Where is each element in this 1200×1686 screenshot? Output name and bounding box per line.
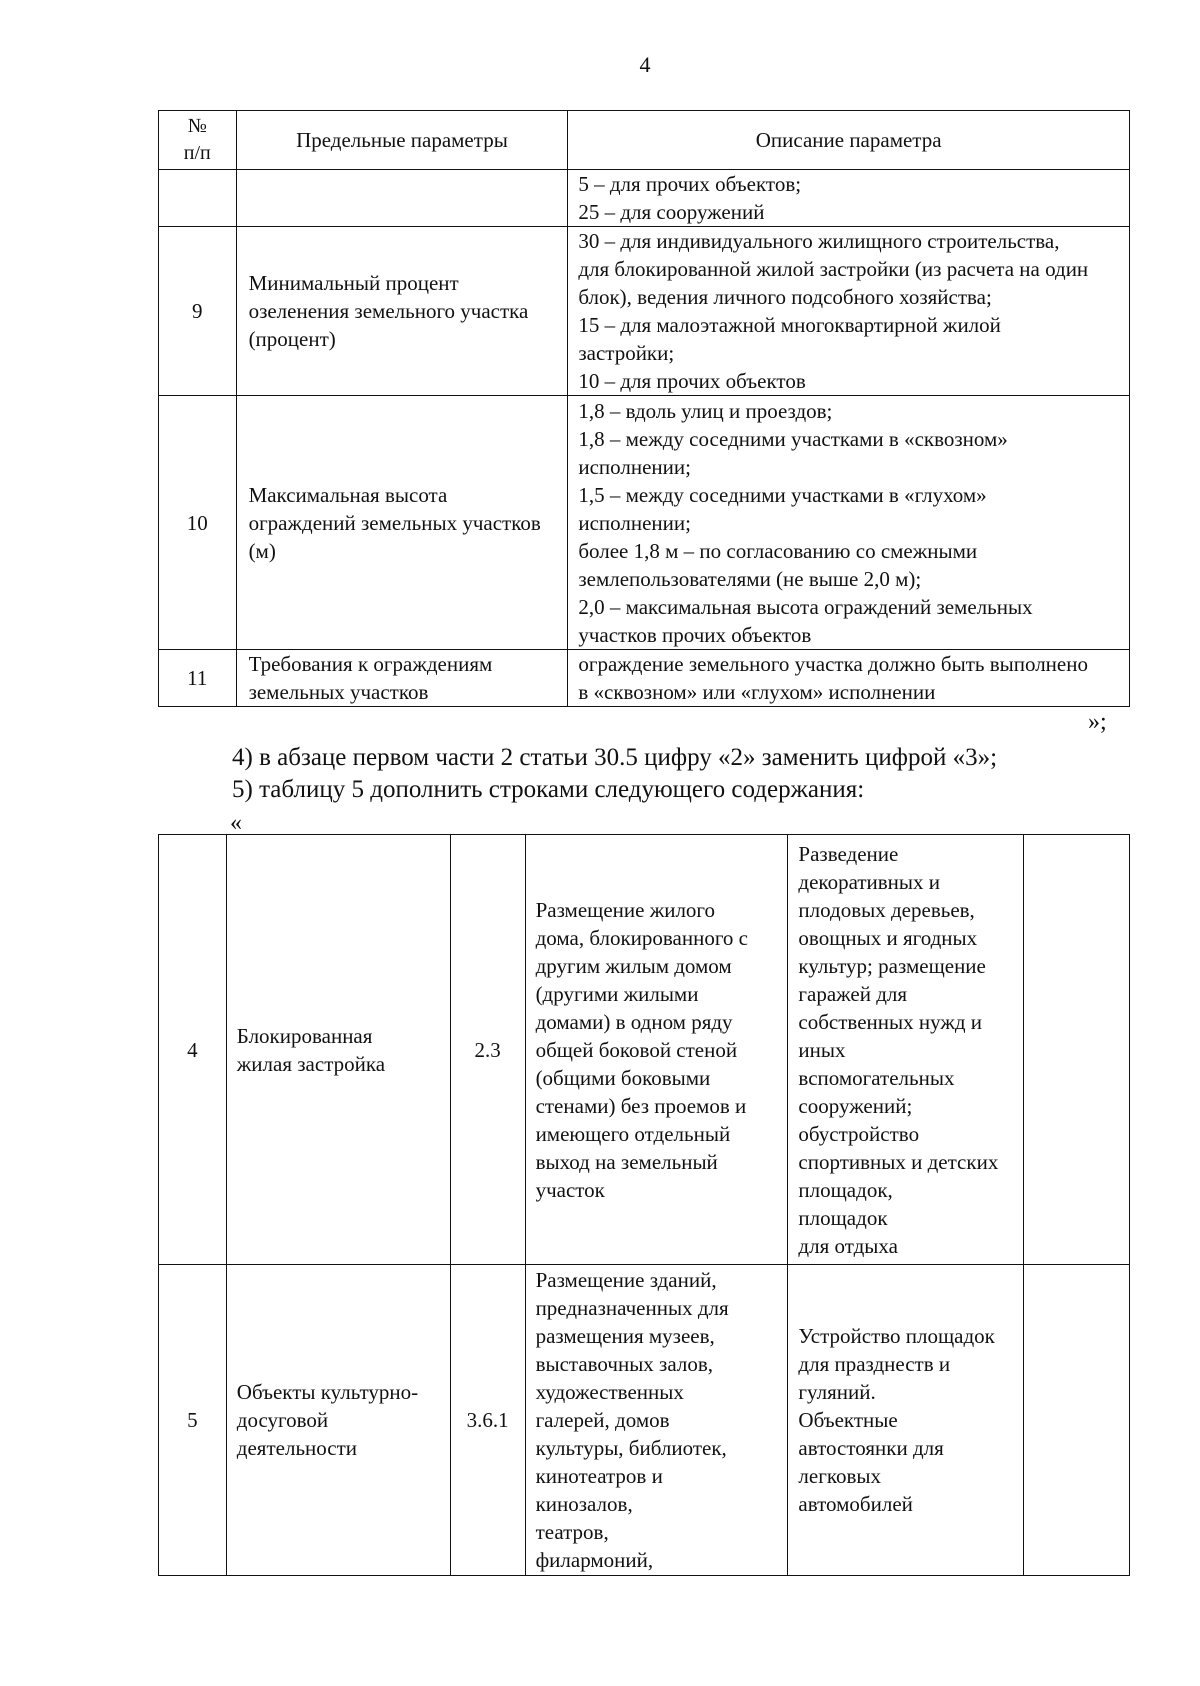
auxiliary-use-line: для отдыха	[798, 1233, 898, 1258]
row-auxiliary-use	[788, 835, 1024, 1265]
auxiliary-use-line: сооружений;	[798, 1093, 913, 1118]
table-row	[159, 1265, 1130, 1576]
auxiliary-use-line: площадок	[798, 1205, 888, 1230]
header-number-line: п/п	[183, 142, 211, 164]
table-row	[159, 835, 1130, 1265]
amendment-paragraph: 4) в абзаце первом части 2 статьи 30.5 цифру «2» заменить цифрой «3»;	[232, 744, 998, 771]
auxiliary-use-line: собственных нужд и	[798, 1009, 983, 1034]
row-description	[568, 227, 1130, 396]
description-line: 5 – для прочих объектов;	[578, 172, 802, 196]
use-description-line: культуры, библиотек,	[535, 1436, 727, 1460]
description-line: 25 – для сооружений	[578, 200, 765, 224]
description-line: 10 – для прочих объектов	[578, 369, 806, 393]
use-description-line: филармоний,	[535, 1548, 654, 1572]
header-number	[159, 111, 237, 170]
use-description-line: имеющего отдельный	[535, 1121, 731, 1146]
row-number: 4	[159, 835, 227, 1265]
auxiliary-use-line: легковых	[798, 1464, 881, 1488]
description-line: 30 – для индивидуального жилищного строительства,	[578, 229, 1060, 253]
use-description-line: предназначенных для	[535, 1296, 729, 1320]
parameter-line: (м)	[248, 538, 276, 563]
auxiliary-use-line: площадок,	[798, 1177, 893, 1202]
row-number	[159, 170, 237, 227]
amendment-paragraph: 5) таблицу 5 дополнить строками следующего содержания:	[232, 776, 865, 803]
description-line: 2,0 – максимальная высота ограждений земельных	[578, 594, 1033, 619]
row-description	[568, 170, 1130, 227]
closing-quote: »;	[1088, 709, 1107, 735]
table-header-row	[159, 111, 1130, 170]
description-line: ограждение земельного участка должно быть выполнено	[578, 652, 1088, 676]
auxiliary-use-line: плодовых деревьев,	[798, 897, 975, 922]
auxiliary-use-line: гуляний.	[798, 1380, 876, 1404]
description-line: 15 – для малоэтажной многоквартирной жилой	[578, 313, 1001, 337]
row-code: 3.6.1	[450, 1265, 525, 1576]
auxiliary-use-line: декоративных и	[798, 869, 941, 894]
row-use-type	[226, 1265, 450, 1576]
table-row	[159, 227, 1130, 396]
use-type-line: жилая застройка	[236, 1051, 386, 1076]
parameter-line: Минимальный процент	[248, 271, 459, 295]
description-line: в «сквозном» или «глухом» исполнении	[578, 680, 936, 704]
parameters-table	[158, 110, 1130, 707]
description-line: для блокированной жилой застройки (из расчета на один	[578, 257, 1089, 281]
opening-quote: «	[230, 810, 242, 836]
auxiliary-use-line: гаражей для	[798, 981, 908, 1006]
description-line: более 1,8 м – по согласованию со смежными	[578, 538, 978, 563]
parameter-line: земельных участков	[248, 680, 429, 704]
parameter-line: озеленения земельного участка	[248, 299, 529, 323]
auxiliary-use-line: автостоянки для	[798, 1436, 944, 1460]
auxiliary-use-line: овощных и ягодных	[798, 925, 978, 950]
header-description: Описание параметра	[568, 111, 1130, 170]
header-parameter: Предельные параметры	[236, 111, 568, 170]
row-description	[568, 396, 1130, 650]
description-line: 1,8 – между соседними участками в «сквозном»	[578, 426, 1008, 451]
description-line: участков прочих объектов	[578, 622, 812, 647]
use-description-line: домами) в одном ряду	[535, 1009, 733, 1034]
description-line: 1,8 – вдоль улиц и проездов;	[578, 398, 833, 423]
description-line: исполнении;	[578, 510, 691, 535]
page-number: 4	[639, 52, 651, 77]
use-description-line: стенами) без проемов и	[535, 1093, 747, 1118]
parameter-line: ограждений земельных участков	[248, 510, 541, 535]
table-row	[159, 650, 1130, 707]
row-extra	[1024, 835, 1130, 1265]
parameter-line: Требования к ограждениям	[248, 652, 493, 676]
row-description	[568, 650, 1130, 707]
row-auxiliary-use	[788, 1265, 1024, 1576]
use-description-line: участок	[535, 1177, 605, 1202]
use-description-line: выход на земельный	[535, 1149, 718, 1174]
parameter-line: (процент)	[248, 327, 336, 351]
row-use-description	[525, 835, 788, 1265]
row-parameter	[236, 396, 568, 650]
auxiliary-use-line: Объектные	[798, 1408, 898, 1432]
use-description-line: кинозалов,	[535, 1492, 633, 1516]
use-description-line: (другими жилыми	[535, 981, 699, 1006]
parameter-line: Максимальная высота	[248, 482, 448, 507]
row-use-type	[226, 835, 450, 1265]
use-type-line: досуговой	[236, 1408, 329, 1432]
use-description-line: кинотеатров и	[535, 1464, 663, 1488]
auxiliary-use-line: спортивных и детских	[798, 1149, 999, 1174]
use-description-line: выставочных залов,	[535, 1352, 713, 1376]
description-line: землепользователями (не выше 2,0 м);	[578, 566, 922, 591]
land-use-table	[158, 834, 1130, 1576]
use-description-line: размещения музеев,	[535, 1324, 715, 1348]
use-description-line: художественных	[535, 1380, 684, 1404]
header-number-line: №	[187, 115, 207, 137]
auxiliary-use-line: обустройство	[798, 1121, 920, 1146]
description-line: застройки;	[578, 341, 675, 365]
auxiliary-use-line: Разведение	[798, 841, 899, 866]
row-number: 10	[159, 396, 237, 650]
row-number: 5	[159, 1265, 227, 1576]
use-description-line: общей боковой стеной	[535, 1037, 738, 1062]
table-row	[159, 170, 1130, 227]
row-number: 11	[159, 650, 237, 707]
row-parameter	[236, 650, 568, 707]
auxiliary-use-line: для празднеств и	[798, 1352, 951, 1376]
row-number: 9	[159, 227, 237, 396]
use-type-line: деятельности	[236, 1436, 358, 1460]
use-description-line: галерей, домов	[535, 1408, 670, 1432]
use-type-line: Объекты культурно-	[236, 1380, 419, 1404]
auxiliary-use-line: культур; размещение	[798, 953, 986, 978]
use-description-line: Размещение зданий,	[535, 1268, 717, 1292]
use-type-line: Блокированная	[236, 1023, 373, 1048]
use-description-line: Размещение жилого	[535, 897, 716, 922]
auxiliary-use-line: иных	[798, 1037, 846, 1062]
auxiliary-use-line: автомобилей	[798, 1492, 913, 1516]
use-description-line: дома, блокированного с	[535, 925, 748, 950]
auxiliary-use-line: Устройство площадок	[798, 1324, 995, 1348]
use-description-line: другим жилым домом	[535, 953, 732, 978]
use-description-line: (общими боковыми	[535, 1065, 711, 1090]
row-code: 2.3	[450, 835, 525, 1265]
row-parameter	[236, 170, 568, 227]
row-parameter	[236, 227, 568, 396]
description-line: исполнении;	[578, 454, 691, 479]
row-use-description	[525, 1265, 788, 1576]
auxiliary-use-line: вспомогательных	[798, 1065, 955, 1090]
table-row	[159, 396, 1130, 650]
description-line: блок), ведения личного подсобного хозяйства;	[578, 285, 992, 309]
use-description-line: театров,	[535, 1520, 609, 1544]
row-extra	[1024, 1265, 1130, 1576]
description-line: 1,5 – между соседними участками в «глухом»	[578, 482, 987, 507]
